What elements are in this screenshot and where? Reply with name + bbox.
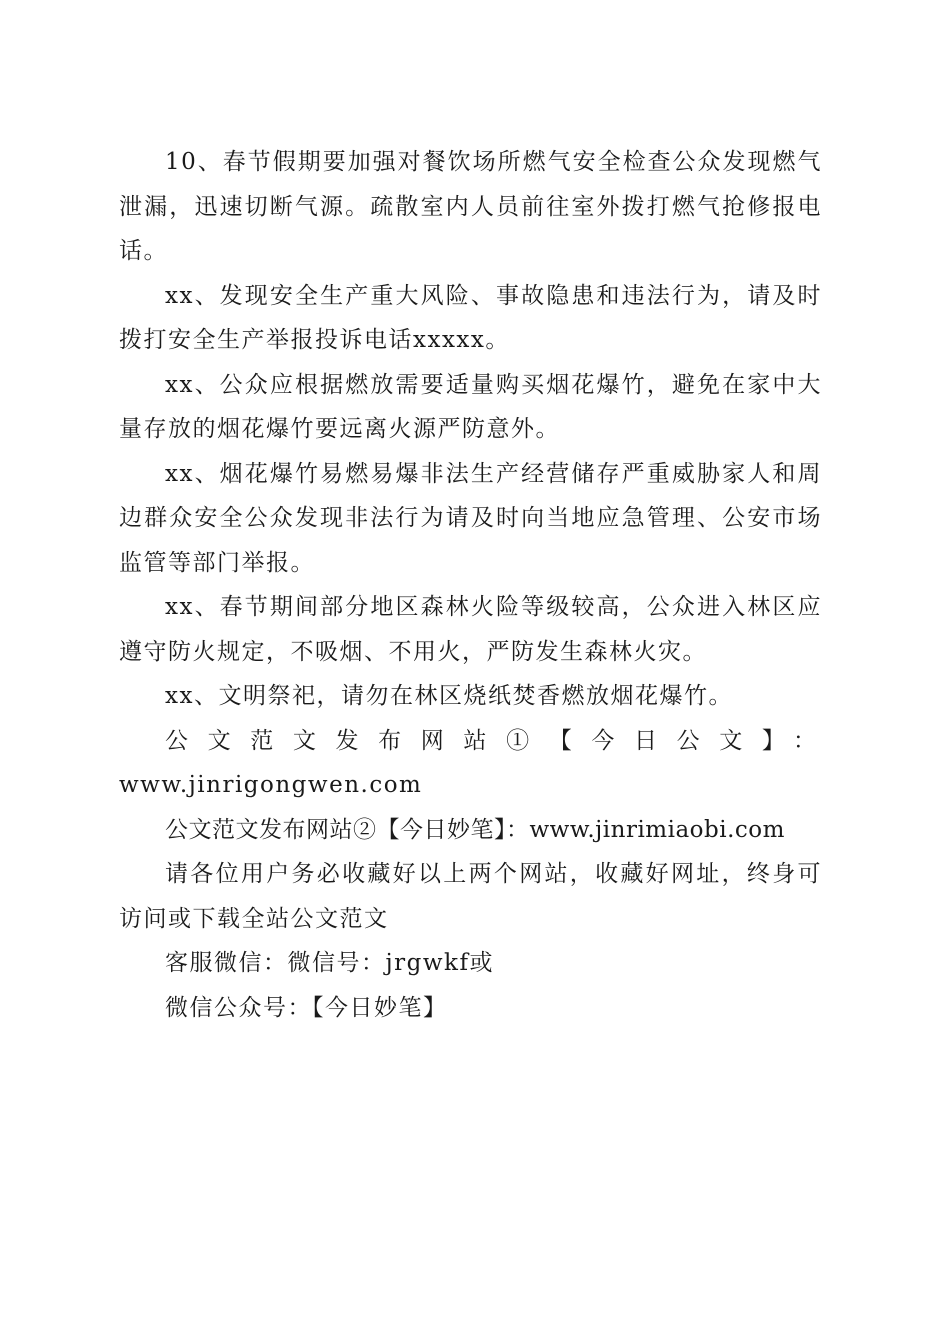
bookmark-notice: 请各位用户务必收藏好以上两个网站，收藏好网址，终身可访问或下载全站公文范文 <box>119 861 822 932</box>
paragraph-forest-fire: xx、春节期间部分地区森林火险等级较高，公众进入林区应遵守防火规定，不吸烟、不用火，严防发生森林火灾。 <box>119 594 822 665</box>
site1-url[interactable]: www.jinrigongwen.com <box>119 772 423 798</box>
official-account: 微信公众号：【今日妙笔】 <box>165 994 448 1021</box>
paragraph-fireworks-purchase: xx、公众应根据燃放需要适量购买烟花爆竹，避免在家中大量存放的烟花爆竹要远离火源严防意外。 <box>119 371 822 442</box>
document-body <box>119 140 822 1030</box>
paragraph-report-hotline: xx、发现安全生产重大风险、事故隐患和违法行为，请及时拨打安全生产举报投诉电话xxxxx。 <box>119 282 822 353</box>
paragraph-civilized-worship: xx、文明祭祀，请勿在林区烧纸焚香燃放烟花爆竹。 <box>165 683 733 709</box>
paragraph-illegal-fireworks: xx、烟花爆竹易燃易爆非法生产经营储存严重威胁家人和周边群众安全公众发现非法行为请及时向当地应急管理、公安市场监管等部门举报。 <box>119 460 822 576</box>
service-wechat: 客服微信：微信号：jrgwkf或 <box>165 950 494 976</box>
site2-line[interactable]: 公文范文发布网站②【今日妙笔】：www.jinrimiaobi.com <box>165 816 785 843</box>
site1-label: 公文范文发布网站①【今日公文】： <box>165 727 822 754</box>
paragraph-gas-safety: 10、春节假期要加强对餐饮场所燃气安全检查公众发现燃气泄漏，迅速切断气源。疏散室内人员前往室外拨打燃气抢修报电话。 <box>119 149 822 264</box>
